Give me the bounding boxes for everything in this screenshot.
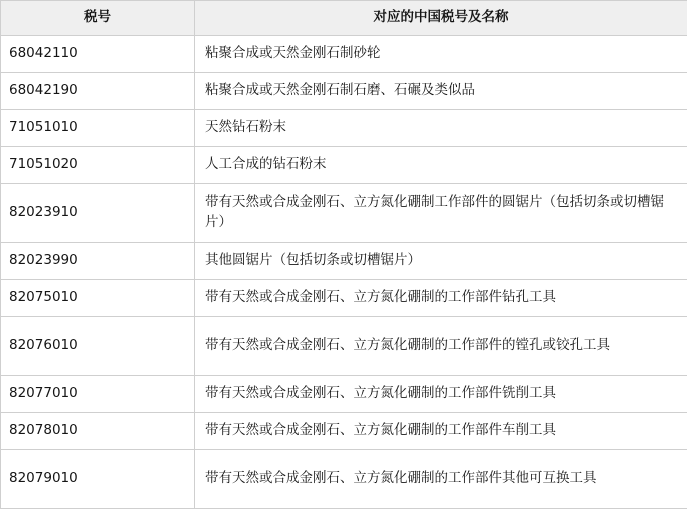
cell-tax-code: 82079010 [1,450,195,509]
table-header [1,1,687,36]
cell-tax-code: 82075010 [1,280,195,317]
cell-tax-name: 带有天然或合成金刚石、立方氮化硼制的工作部件铣削工具 [195,376,687,413]
cell-tax-name: 带有天然或合成金刚石、立方氮化硼制的工作部件车削工具 [195,413,687,450]
cell-tax-code: 68042110 [1,36,195,73]
cell-tax-code: 82023910 [1,184,195,243]
table-body [1,36,687,509]
cell-tax-name: 其他圆锯片（包括切条或切槽锯片） [195,243,687,280]
table-row [1,184,687,243]
cell-tax-code: 68042190 [1,73,195,110]
cell-tax-name: 人工合成的钻石粉末 [195,147,687,184]
column-header-tax-code: 税号 [1,1,195,36]
table-row [1,147,687,184]
cell-tax-code: 82076010 [1,317,195,376]
table-row [1,317,687,376]
table-row [1,243,687,280]
table-row [1,36,687,73]
cell-tax-name: 带有天然或合成金刚石、立方氮化硼制工作部件的圆锯片（包括切条或切槽锯片） [195,184,687,243]
table-row [1,280,687,317]
table-row [1,376,687,413]
cell-tax-name: 粘聚合成或天然金刚石制砂轮 [195,36,687,73]
cell-tax-name: 粘聚合成或天然金刚石制石磨、石碾及类似品 [195,73,687,110]
cell-tax-code: 82023990 [1,243,195,280]
cell-tax-code: 71051020 [1,147,195,184]
cell-tax-code: 71051010 [1,110,195,147]
table-row [1,110,687,147]
column-header-tax-name: 对应的中国税号及名称 [195,1,687,36]
table-header-row [1,1,687,36]
cell-tax-code: 82078010 [1,413,195,450]
cell-tax-name: 天然钻石粉末 [195,110,687,147]
cell-tax-code: 82077010 [1,376,195,413]
table-row [1,450,687,509]
cell-tax-name: 带有天然或合成金刚石、立方氮化硼制的工作部件的镗孔或铰孔工具 [195,317,687,376]
cell-tax-name: 带有天然或合成金刚石、立方氮化硼制的工作部件钻孔工具 [195,280,687,317]
table-row [1,73,687,110]
cell-tax-name: 带有天然或合成金刚石、立方氮化硼制的工作部件其他可互换工具 [195,450,687,509]
table-row [1,413,687,450]
